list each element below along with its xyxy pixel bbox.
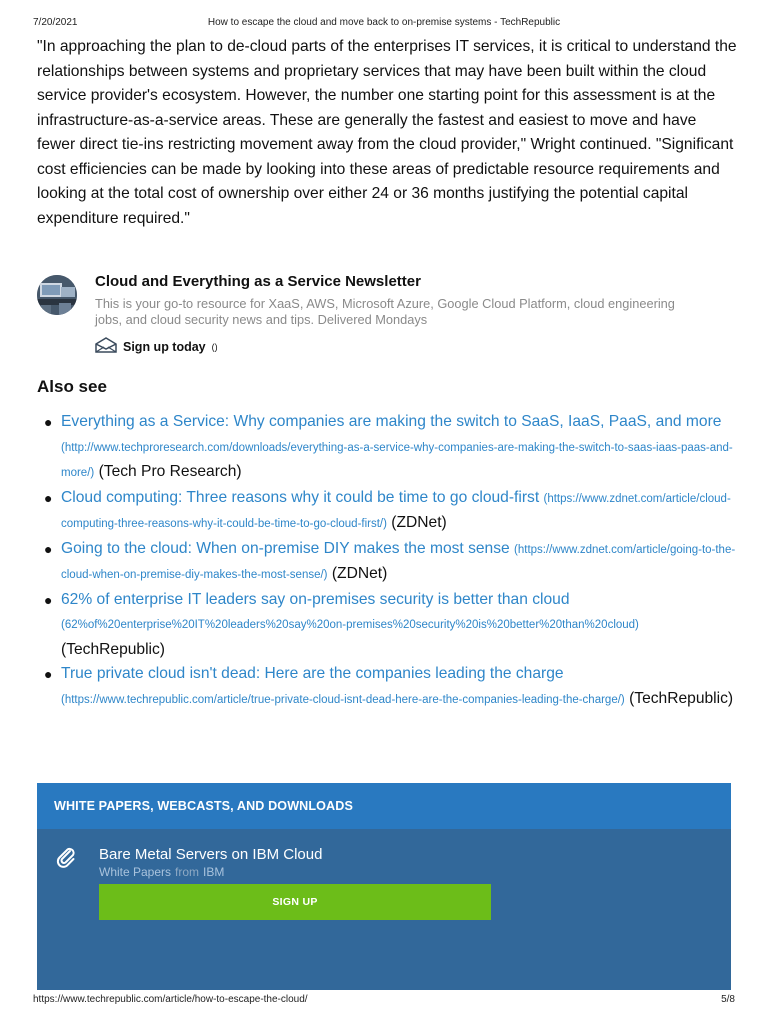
white-paper-vendor: IBM	[203, 865, 225, 879]
article-link[interactable]: Going to the cloud: When on-premise DIY makes the most sense	[61, 539, 510, 557]
white-paper-meta	[99, 865, 224, 879]
also-see-list	[37, 410, 737, 712]
bullet: ●	[44, 414, 53, 430]
newsletter-thumbnail	[37, 275, 77, 315]
list-item	[37, 410, 737, 486]
white-paper-signup-button[interactable]: SIGN UP	[99, 884, 491, 920]
article-url[interactable]: (https://www.techrepublic.com/article/true-private-cloud-isnt-dead-here-are-the-companies-leading-the-charge/)	[61, 693, 625, 706]
bullet: ●	[44, 489, 53, 506]
bullet: ●	[44, 591, 53, 608]
article-source: (TechRepublic)	[61, 640, 166, 658]
article-url[interactable]: (62%of%20enterprise%20IT%20leaders%20say%20on-premises%20security%20is%20better%20than%20cloud)	[61, 619, 639, 631]
bullet: ●	[44, 540, 53, 557]
newsletter-signup-link[interactable]	[95, 337, 218, 356]
white-paper-title[interactable]: Bare Metal Servers on IBM Cloud	[99, 846, 323, 863]
article-link[interactable]: 62% of enterprise IT leaders say on-premises security is better than cloud	[61, 590, 570, 608]
article-link[interactable]: Everything as a Service: Why companies are making the switch to SaaS, IaaS, PaaS, and more	[61, 413, 722, 430]
also-see-heading: Also see	[37, 377, 107, 396]
white-paper-from: from	[175, 865, 200, 879]
list-item	[37, 588, 737, 663]
article-source: (ZDNet)	[331, 565, 388, 582]
white-paper-type: White Papers	[99, 865, 172, 879]
article-link[interactable]: True private cloud isn't dead: Here are the companies leading the charge	[61, 665, 564, 682]
list-item	[37, 537, 737, 588]
article-source: (ZDNet)	[391, 514, 447, 531]
article-link[interactable]: Cloud computing: Three reasons why it could be time to go cloud-first	[61, 488, 540, 506]
newsletter-title: Cloud and Everything as a Service Newsletter	[95, 273, 421, 290]
article-source: (TechRepublic)	[629, 689, 734, 707]
print-url: https://www.techrepublic.com/article/how-to-escape-the-cloud/	[33, 994, 308, 1005]
list-item	[37, 662, 737, 712]
article-url[interactable]: (http://www.techproresearch.com/downloads/everything-as-a-service-why-companies-are-making-the-switch-to-saas-iaas-paas-and-more/)	[61, 441, 733, 479]
print-title: How to escape the cloud and move back to on-premise systems - TechRepublic	[207, 17, 561, 28]
print-header	[33, 17, 735, 28]
article-url[interactable]: (https://www.zdnet.com/article/cloud-computing-three-reasons-why-it-could-be-time-to-go-cloud-first/)	[61, 492, 731, 530]
white-papers-heading: WHITE PAPERS, WEBCASTS, AND DOWNLOADS	[37, 783, 731, 829]
envelope-icon	[95, 337, 117, 356]
newsletter-signup-suffix: ()	[211, 341, 218, 352]
white-papers-panel	[37, 783, 731, 990]
paperclip-icon	[55, 846, 77, 873]
list-item	[37, 486, 737, 537]
bullet: ●	[44, 666, 53, 682]
article-source: (Tech Pro Research)	[98, 463, 242, 480]
article-url[interactable]: (https://www.zdnet.com/article/going-to-the-cloud-when-on-premise-diy-makes-the-most-sense/)	[61, 543, 736, 581]
newsletter-description: This is your go-to resource for XaaS, AWS, Microsoft Azure, Google Cloud Platform, cloud engineering jobs, and cloud security news and tips. Delivered Mondays	[95, 296, 675, 327]
print-date: 7/20/2021	[33, 17, 78, 28]
quote-paragraph: "In approaching the plan to de-cloud parts of the enterprises IT services, it is critical to understand the relationships between systems and proprietary services that may have been built within the cloud service provider's ecosystem. However, the number one starting point for this assessment is at the infrastructure-as-a-service areas. These are generally the fastest and easiest to move and have fewer direct tie-ins restricting movement away from the cloud provider," Wright continued. "Significant cost efficiencies can be made by looking into these areas of predictable resource requirements and looking at the total cost of ownership over either 24 or 36 months justifying the potential capital expenditure required."	[37, 38, 737, 227]
print-page-number: 5/8	[721, 994, 735, 1005]
print-footer	[33, 994, 735, 1005]
newsletter-signup-label: Sign up today	[123, 339, 206, 354]
